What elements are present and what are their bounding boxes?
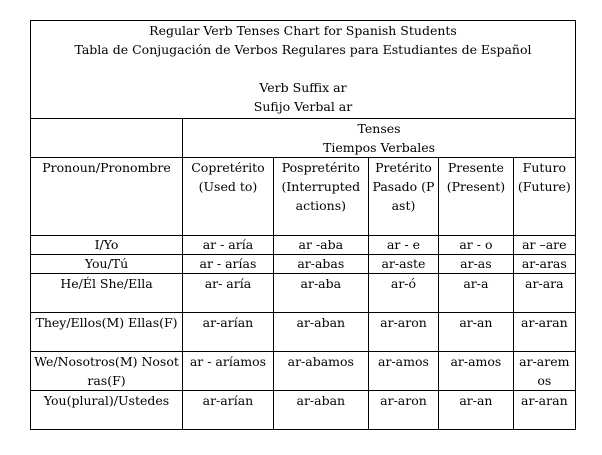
preterito-cell: ar-amos xyxy=(368,352,438,391)
header-pospreterito: Pospretérito (Interrupted actions) xyxy=(273,158,368,236)
table-row xyxy=(31,352,576,391)
preterito-cell: ar-ó xyxy=(368,274,438,313)
copreterito-cell: ar-arían xyxy=(183,391,274,430)
pronoun-cell: You(plural)/Ustedes xyxy=(31,391,183,430)
futuro-cell: ar-aremos xyxy=(513,352,575,391)
title-es: Tabla de Conjugación de Verbos Regulares para Estudiantes de Español xyxy=(74,42,532,57)
preterito-cell: ar-aron xyxy=(368,313,438,352)
pospreterito-cell: ar-aban xyxy=(273,391,368,430)
tenses-en: Tenses xyxy=(357,121,401,136)
presente-cell: ar-an xyxy=(439,391,513,430)
presente-cell: ar-a xyxy=(439,274,513,313)
pronoun-cell: You/Tú xyxy=(31,255,183,274)
verb-table xyxy=(30,20,576,430)
copreterito-cell: ar - arías xyxy=(183,255,274,274)
futuro-cell: ar-ara xyxy=(513,274,575,313)
tenses-es: Tiempos Verbales xyxy=(323,140,436,155)
futuro-cell: ar-aran xyxy=(513,313,575,352)
pospreterito-cell: ar-abamos xyxy=(273,352,368,391)
table-row xyxy=(31,313,576,352)
preterito-cell: ar - e xyxy=(368,236,438,255)
preterito-cell: ar-aron xyxy=(368,391,438,430)
column-header-row xyxy=(31,158,576,236)
header-futuro: Futuro (Future) xyxy=(513,158,575,236)
pospreterito-cell: ar -aba xyxy=(273,236,368,255)
header-presente: Presente (Present) xyxy=(439,158,513,236)
title-en: Regular Verb Tenses Chart for Spanish Students xyxy=(149,23,457,38)
tenses-header-row xyxy=(31,119,576,158)
pospreterito-cell: ar-aba xyxy=(273,274,368,313)
futuro-cell: ar-aras xyxy=(513,255,575,274)
header-preterito: Pretérito Pasado (Past) xyxy=(368,158,438,236)
pospreterito-cell: ar-aban xyxy=(273,313,368,352)
pospreterito-cell: ar-abas xyxy=(273,255,368,274)
presente-cell: ar-an xyxy=(439,313,513,352)
title-cell xyxy=(31,21,576,119)
header-copreterito: Copretérito (Used to) xyxy=(183,158,274,236)
conjugation-chart xyxy=(30,20,576,430)
presente-cell: ar-amos xyxy=(439,352,513,391)
pronoun-cell: We/Nosotros(M) Nosotras(F) xyxy=(31,352,183,391)
header-pronoun: Pronoun/Pronombre xyxy=(31,158,183,236)
presente-cell: ar - o xyxy=(439,236,513,255)
futuro-cell: ar –are xyxy=(513,236,575,255)
pronoun-cell: They/Ellos(M) Ellas(F) xyxy=(31,313,183,352)
suffix-en: Verb Suffix ar xyxy=(259,80,347,95)
presente-cell: ar-as xyxy=(439,255,513,274)
copreterito-cell: ar - aríamos xyxy=(183,352,274,391)
table-row xyxy=(31,391,576,430)
tenses-header-cell xyxy=(183,119,576,158)
table-row xyxy=(31,274,576,313)
title-row xyxy=(31,21,576,119)
pronoun-cell: He/Él She/Ella xyxy=(31,274,183,313)
empty-corner-cell xyxy=(31,119,183,158)
pronoun-cell: I/Yo xyxy=(31,236,183,255)
preterito-cell: ar-aste xyxy=(368,255,438,274)
futuro-cell: ar-aran xyxy=(513,391,575,430)
table-row xyxy=(31,255,576,274)
copreterito-cell: ar-arían xyxy=(183,313,274,352)
table-row xyxy=(31,236,576,255)
copreterito-cell: ar - aría xyxy=(183,236,274,255)
copreterito-cell: ar- aría xyxy=(183,274,274,313)
suffix-es: Sufijo Verbal ar xyxy=(253,99,353,114)
